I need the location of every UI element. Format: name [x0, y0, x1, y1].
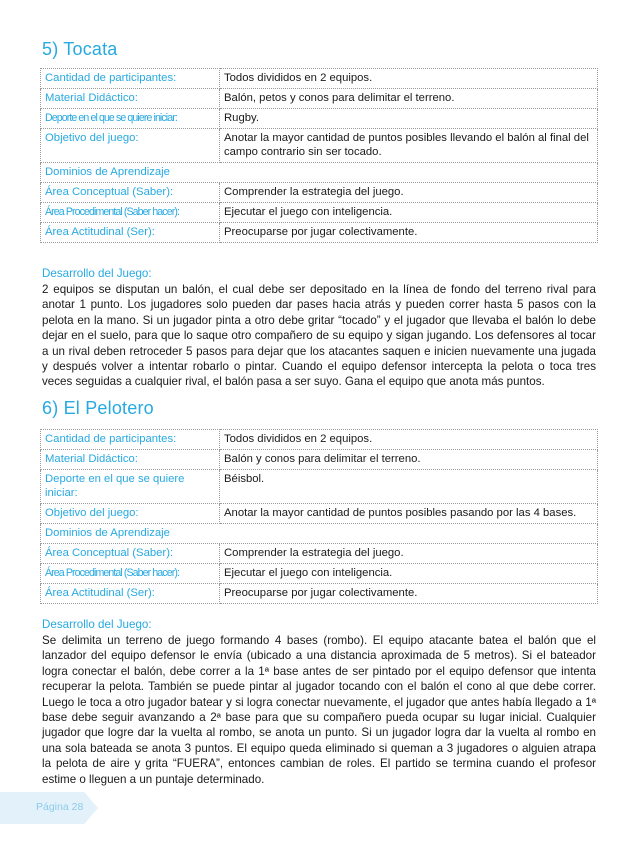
row-label: Área Actitudinal (Ser):	[41, 223, 220, 243]
table-row	[41, 544, 598, 564]
table-row	[41, 89, 598, 109]
development-label: Desarrollo del Juego:	[42, 618, 152, 631]
row-value: Ejecutar el juego con inteligencia.	[220, 203, 598, 223]
row-value: Anotar la mayor cantidad de puntos posibles pasando por las 4 bases.	[220, 504, 598, 524]
page-number: Página 28	[36, 801, 84, 813]
row-value: Preocuparse por jugar colectivamente.	[220, 584, 598, 604]
row-value: Balón y conos para delimitar el terreno.	[220, 450, 598, 470]
row-value: Anotar la mayor cantidad de puntos posibles llevando el balón al final del campo contrario sin ser tocado.	[220, 129, 598, 163]
info-table-tocata	[40, 68, 598, 243]
row-label: Área Conceptual (Saber):	[41, 544, 220, 564]
table-row	[41, 203, 598, 223]
row-label: Área Procedimental (Saber hacer):	[41, 564, 220, 584]
table-row	[41, 163, 598, 183]
row-label: Material Didáctico:	[41, 89, 220, 109]
table-row	[41, 504, 598, 524]
domains-heading: Dominios de Aprendizaje	[41, 163, 598, 183]
section-title-pelotero: 6) El Pelotero	[42, 398, 154, 418]
row-label: Área Actitudinal (Ser):	[41, 584, 220, 604]
table-row	[41, 470, 598, 504]
table-row	[41, 129, 598, 163]
row-label: Deporte en el que se quiere iniciar:	[41, 470, 220, 504]
row-value: Balón, petos y conos para delimitar el terreno.	[220, 89, 598, 109]
table-row	[41, 109, 598, 129]
row-label: Área Conceptual (Saber):	[41, 183, 220, 203]
row-label: Deporte en el que se quiere iniciar:	[41, 109, 220, 129]
table-row	[41, 69, 598, 89]
table-row	[41, 223, 598, 243]
row-label: Material Didáctico:	[41, 450, 220, 470]
development-text: 2 equipos se disputan un balón, el cual debe ser depositado en la línea de fondo del terreno rival para anotar 1 punto. Los jugadores solo pueden dar pases hacia atrás y pueden correr hasta 5 pasos con la pelota en la mano. Si un jugador pinta a otro debe gritar “tocado” y el jugador que llevaba el balón lo debe dejar en el suelo, para que lo saque otro compañero de su equipo y sigan jugando. Los defensores al tocar a un rival deben retroceder 5 pasos para dejar que los atacantes saquen e inicien nuevamente una jugada y después volver a intentar robarlo o pintar. Cuando el equipo defensor intercepta la pelota o toca tres veces seguidas a cualquier rival, el balón pasa a ser suyo. Gana el equipo que anota más puntos.	[42, 283, 596, 389]
table-row	[41, 430, 598, 450]
row-value: Ejecutar el juego con inteligencia.	[220, 564, 598, 584]
section-title-tocata: 5) Tocata	[42, 39, 118, 59]
row-value: Todos divididos en 2 equipos.	[220, 69, 598, 89]
row-label: Cantidad de participantes:	[41, 69, 220, 89]
row-value: Comprender la estrategia del juego.	[220, 544, 598, 564]
row-value: Béisbol.	[220, 470, 598, 504]
row-label: Área Procedimental (Saber hacer):	[41, 203, 220, 223]
row-value: Preocuparse por jugar colectivamente.	[220, 223, 598, 243]
development-text: Se delimita un terreno de juego formando 4 bases (rombo). El equipo atacante batea el balón que el lanzador del equipo defensor le envía (ubicado a una distancia aproximada de 5 metros). Si el bateador logra conectar el balón, debe correr a la 1ª base antes de ser pintado por el equipo defensor que intenta recuperar la pelota. También se puede pintar al jugador tocando con el balón el cono al que debe correr. Luego le toca a otro jugador batear y si logra conectar nuevamente, el jugador que antes había llegado a 1ª base debe seguir avanzando a 2ª base para que su compañero pueda ocupar su lugar inicial. Cualquier jugador que logre dar la vuelta al rombo, se anota un punto. Si un jugador logra dar la vuelta al rombo en una sola bateada se anota 3 puntos. El equipo queda eliminado si queman a 3 jugadores o alguien atrapa la pelota de aire y grita “FUERA”, entonces cambian de roles. El partido se termina cuando el profesor estime o lleguen a un puntaje determinado.	[42, 634, 596, 786]
domains-heading: Dominios de Aprendizaje	[41, 524, 598, 544]
table-row	[41, 183, 598, 203]
row-value: Comprender la estrategia del juego.	[220, 183, 598, 203]
row-label: Objetivo del juego:	[41, 129, 220, 163]
row-label: Cantidad de participantes:	[41, 430, 220, 450]
table-row	[41, 564, 598, 584]
table-row	[41, 450, 598, 470]
row-value: Todos divididos en 2 equipos.	[220, 430, 598, 450]
row-value: Rugby.	[220, 109, 598, 129]
info-table-pelotero	[40, 429, 598, 604]
table-row	[41, 584, 598, 604]
table-row	[41, 524, 598, 544]
row-label: Objetivo del juego:	[41, 504, 220, 524]
development-label: Desarrollo del Juego:	[42, 267, 152, 280]
